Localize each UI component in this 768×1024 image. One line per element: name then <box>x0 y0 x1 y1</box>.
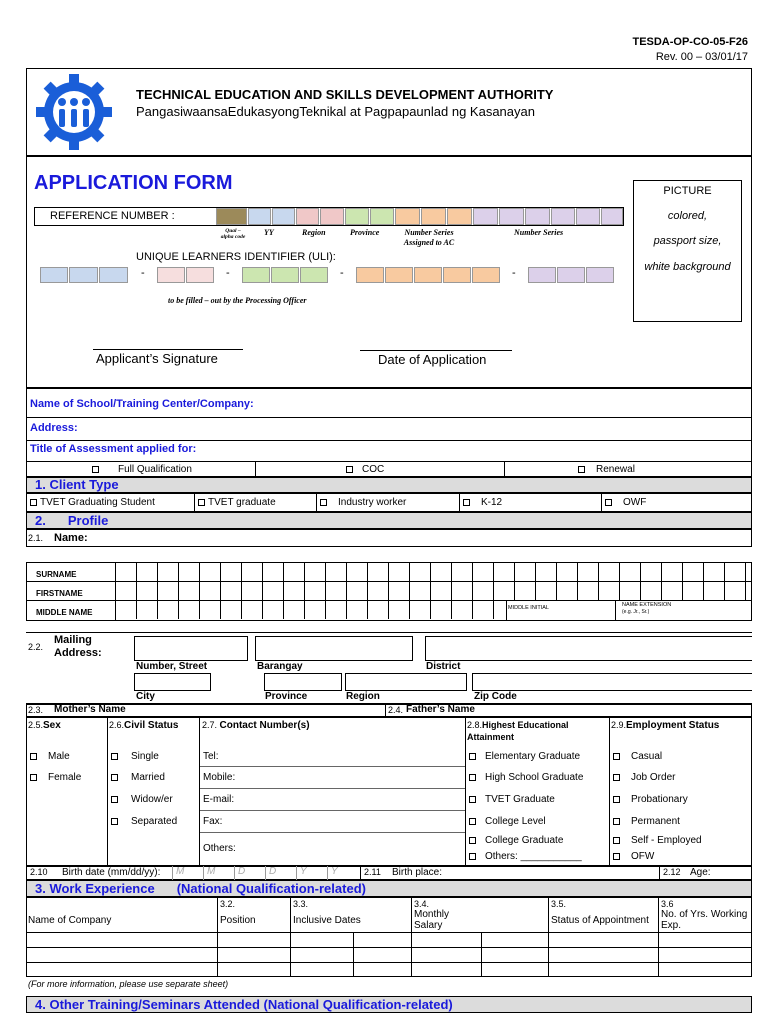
option-label: Married <box>131 772 165 783</box>
divider <box>200 766 465 767</box>
checkbox-icon <box>469 753 476 760</box>
option-label: Female <box>48 772 82 783</box>
uli-dash: - <box>340 267 344 279</box>
ref-cell[interactable] <box>576 208 600 225</box>
civil-separated[interactable] <box>111 816 177 827</box>
ref-cell[interactable] <box>473 208 498 225</box>
educ-number <box>467 719 607 743</box>
emp-probationary[interactable] <box>613 794 688 805</box>
option-label: College Graduate <box>485 835 564 846</box>
divider <box>194 493 195 512</box>
option-label: Full Qualification <box>118 464 192 475</box>
firstname-cells[interactable] <box>116 581 746 600</box>
uli-cell[interactable] <box>186 267 214 283</box>
divider <box>200 788 465 789</box>
checkbox-icon <box>469 796 476 803</box>
option-label: Industry worker <box>338 497 407 508</box>
divider <box>200 810 465 811</box>
divider <box>316 493 317 512</box>
mailing-number: 2.2. <box>28 642 44 652</box>
name-extension-example: (e.g. Jr., Sr.) <box>622 609 650 615</box>
checkbox-icon <box>613 837 620 844</box>
col-years-number: 3.6 <box>661 899 674 909</box>
region-field[interactable] <box>345 673 467 691</box>
checkbox-icon <box>613 774 620 781</box>
sex-female[interactable] <box>30 772 81 783</box>
num: 2.9. <box>611 720 627 730</box>
assessment-label[interactable]: Title of Assessment applied for: <box>30 443 197 455</box>
zip-label: Zip Code <box>474 691 517 702</box>
address-label[interactable]: Address: <box>30 422 78 434</box>
barangay-field[interactable] <box>255 636 413 661</box>
ref-cell[interactable] <box>248 208 271 225</box>
ref-caption-number-series-ac: Number Series Assigned to AC <box>403 228 455 247</box>
col-years: No. of Yrs. Working Exp. <box>661 909 748 931</box>
mailing-label-1: Mailing <box>54 634 92 646</box>
option-label: Widow/er <box>131 794 173 805</box>
civil-married[interactable] <box>111 772 165 783</box>
section-other-training: 4. Other Training/Seminars Attended (National Qualification-related) <box>26 996 752 1013</box>
civil-number <box>109 720 178 731</box>
educ-college-level[interactable] <box>469 816 546 827</box>
divider <box>465 717 466 866</box>
uli-cell[interactable] <box>69 267 98 283</box>
checkbox-icon <box>111 774 118 781</box>
section-subtitle: (National Qualification-related) <box>176 881 366 896</box>
picture-line3: white background <box>644 261 731 273</box>
col-status: Status of Appointment <box>551 915 649 926</box>
checkbox-icon <box>605 499 612 506</box>
section-title: Profile <box>67 513 109 528</box>
tesda-logo-icon <box>34 72 114 152</box>
divider <box>26 440 752 441</box>
checkbox-icon <box>469 837 476 844</box>
picture-line1: colored, <box>667 210 708 222</box>
uli-cell[interactable] <box>385 267 413 283</box>
father-number: 2.4. <box>388 705 404 715</box>
option-label: Job Order <box>631 772 676 783</box>
checkbox-icon <box>613 753 620 760</box>
divider <box>601 493 602 512</box>
educ-elementary[interactable] <box>469 751 580 762</box>
option-label: COC <box>362 464 385 475</box>
uli-dash: - <box>512 267 516 279</box>
checkbox-icon <box>613 853 620 860</box>
agency-name: TECHNICAL EDUCATION AND SKILLS DEVELOPMENT AUTHORITY <box>136 87 554 102</box>
sex-male[interactable] <box>30 751 70 762</box>
sex-label: Sex <box>43 720 61 731</box>
educ-college-graduate[interactable] <box>469 835 563 846</box>
option-label: OFW <box>631 851 655 862</box>
divider <box>26 932 752 933</box>
ref-caption-qual: Qual – alpha code <box>220 228 246 240</box>
uli-cell[interactable] <box>271 267 299 283</box>
section-profile <box>26 512 752 529</box>
middlename-cells[interactable] <box>116 600 494 619</box>
col-dates: Inclusive Dates <box>293 915 361 926</box>
assessment-coc[interactable] <box>346 464 384 475</box>
mother-number: 2.3. <box>28 705 44 715</box>
street-field[interactable] <box>134 636 248 661</box>
option-label: Renewal <box>596 464 635 475</box>
emp-job-order[interactable] <box>613 772 675 783</box>
option-label: Permanent <box>631 816 680 827</box>
work-experience-table <box>26 897 752 977</box>
street-label: Number, Street <box>136 661 208 672</box>
form-title: APPLICATION FORM <box>34 172 233 194</box>
uli-dash: - <box>226 267 230 279</box>
picture-line2: passport size, <box>653 235 722 247</box>
civil-label: Civil Status <box>124 720 179 731</box>
school-label[interactable]: Name of School/Training Center/Company: <box>30 398 254 410</box>
uli-cell[interactable] <box>356 267 384 283</box>
placeholder: D <box>234 866 265 880</box>
ref-cell[interactable] <box>447 208 472 225</box>
col-company: Name of Company <box>28 915 112 926</box>
client-k12[interactable] <box>463 497 502 508</box>
name-header-row <box>26 529 752 547</box>
section-work-experience <box>26 880 752 897</box>
revision: Rev. 00 – 03/01/17 <box>655 51 748 63</box>
option-label: Single <box>131 751 159 762</box>
client-tvet-graduate[interactable] <box>198 497 276 508</box>
contact-mobile[interactable]: Mobile: <box>203 772 236 783</box>
num: 2.8. <box>467 720 483 730</box>
divider <box>199 717 200 866</box>
uli-cell[interactable] <box>40 267 68 283</box>
city-label: City <box>136 691 155 702</box>
divider <box>459 493 460 512</box>
signature-label: Applicant’s Signature <box>96 351 218 366</box>
divider <box>217 897 218 977</box>
date-label: Date of Application <box>378 352 487 367</box>
agency-name-filipino: PangasiwaansaEdukasyongTeknikal at Pagpapaunlad ng Kasanayan <box>136 104 535 119</box>
contact-tel[interactable]: Tel: <box>203 751 219 762</box>
ref-cell[interactable] <box>345 208 369 225</box>
uli-label: UNIQUE LEARNERS IDENTIFIER (ULI): <box>136 251 336 263</box>
mailing-label-2: Address: <box>54 647 102 659</box>
uli-cell[interactable] <box>99 267 128 283</box>
contact-fax[interactable]: Fax: <box>203 816 223 827</box>
sex-number <box>28 720 61 731</box>
assessment-renewal[interactable] <box>578 464 635 475</box>
section-client-type: 1. Client Type <box>26 477 752 493</box>
option-label: Self - Employed <box>631 835 702 846</box>
ref-cell[interactable] <box>320 208 344 225</box>
city-field[interactable] <box>134 673 211 691</box>
ref-cell[interactable] <box>395 208 420 225</box>
ref-cell[interactable] <box>421 208 446 225</box>
checkbox-icon <box>613 796 620 803</box>
contact-others[interactable]: Others: <box>203 843 236 854</box>
col-salary-number: 3.4. <box>414 899 430 909</box>
divider <box>200 832 465 833</box>
divider <box>26 962 752 963</box>
father-label[interactable]: Father’s Name <box>406 704 475 715</box>
ref-cell[interactable] <box>551 208 575 225</box>
uli-cell[interactable] <box>414 267 442 283</box>
placeholder: Y <box>327 866 358 880</box>
divider <box>548 897 549 977</box>
name-extension-label: NAME EXTENSION <box>622 602 672 608</box>
work-footnote: (For more information, please use separate sheet) <box>28 979 229 989</box>
col-status-number: 3.5. <box>551 899 567 909</box>
placeholder: Y <box>296 866 327 880</box>
picture-title: PICTURE <box>663 185 712 197</box>
form-code: TESDA-OP-CO-05-F26 <box>632 36 748 48</box>
zip-field[interactable] <box>472 673 752 691</box>
name-label: Name: <box>54 532 88 544</box>
col-salary: Monthly Salary <box>414 909 450 931</box>
ref-caption-yy: YY <box>264 228 274 237</box>
ref-cell[interactable] <box>296 208 319 225</box>
option-label: Elementary Graduate <box>485 751 581 762</box>
option-label: Casual <box>631 751 663 762</box>
divider <box>26 417 752 418</box>
section-title: 3. Work Experience <box>35 881 155 896</box>
option-label: High School Graduate <box>485 772 584 783</box>
uli-cell[interactable] <box>528 267 556 283</box>
province-label: Province <box>265 691 308 702</box>
picture-box[interactable] <box>633 180 742 322</box>
birthdate-field[interactable] <box>172 866 358 880</box>
province-field[interactable] <box>264 673 342 691</box>
divider <box>107 717 108 866</box>
ref-cell[interactable] <box>272 208 295 225</box>
placeholder: M <box>172 866 203 880</box>
emp-self-employed[interactable] <box>613 835 702 846</box>
contact-email[interactable]: E-mail: <box>203 794 235 805</box>
processing-note: to be filled – out by the Processing Officer <box>168 296 307 305</box>
num: 2.7. <box>202 720 218 730</box>
placeholder: M <box>203 866 234 880</box>
client-owf[interactable] <box>605 497 646 508</box>
divider <box>609 717 610 866</box>
option-label: College Level <box>485 816 546 827</box>
checkbox-icon <box>469 818 476 825</box>
divider <box>26 947 752 948</box>
option-label: K-12 <box>481 497 503 508</box>
client-industry-worker[interactable] <box>320 497 406 508</box>
col-dates-number: 3.3. <box>293 899 309 909</box>
educ-others[interactable] <box>469 851 582 862</box>
emp-number <box>611 720 719 731</box>
birthdate-number: 2.10 <box>30 867 48 877</box>
section-number: 2. <box>35 513 46 528</box>
checkbox-icon <box>346 466 353 473</box>
checkbox-icon <box>111 818 118 825</box>
client-tvet-graduating[interactable] <box>30 497 155 508</box>
reference-number-label: REFERENCE NUMBER : <box>50 210 175 222</box>
ref-cell[interactable] <box>370 208 394 225</box>
birthplace-label[interactable]: Birth place: <box>392 867 443 878</box>
civil-widow[interactable] <box>111 794 173 805</box>
ref-cell[interactable] <box>499 208 524 225</box>
ref-caption-region: Region <box>302 228 326 237</box>
col-position-number: 3.2. <box>220 899 236 909</box>
age-label[interactable]: Age: <box>690 867 711 878</box>
uli-cell[interactable] <box>557 267 585 283</box>
surname-label: SURNAME <box>36 570 77 579</box>
uli-cell[interactable] <box>242 267 270 283</box>
checkbox-icon <box>613 818 620 825</box>
firstname-label: FIRSTNAME <box>36 589 83 598</box>
ref-caption-number-series: Number Series <box>514 228 564 237</box>
checkbox-icon <box>198 499 205 506</box>
contact-number <box>202 720 310 731</box>
option-label: TVET Graduate <box>485 794 555 805</box>
divider <box>481 932 482 977</box>
divider <box>411 897 412 977</box>
option-label: TVET Graduating Student <box>40 497 155 508</box>
uli-cell[interactable] <box>443 267 471 283</box>
checkbox-icon <box>578 466 585 473</box>
district-field[interactable] <box>425 636 752 661</box>
divider <box>290 897 291 977</box>
educ-label: Highest Educational Attainment <box>467 720 569 742</box>
district-label: District <box>426 661 461 672</box>
checkbox-icon <box>30 499 37 506</box>
option-label: Male <box>48 751 70 762</box>
option-label: Probationary <box>631 794 688 805</box>
ref-cell[interactable] <box>525 208 550 225</box>
educ-tvet[interactable] <box>469 794 555 805</box>
num: 2.5. <box>28 720 44 730</box>
ref-caption-province: Province <box>350 228 380 237</box>
checkbox-icon <box>469 774 476 781</box>
name-number: 2.1. <box>28 533 44 543</box>
age-number: 2.12 <box>663 867 681 877</box>
emp-ofw[interactable] <box>613 851 654 862</box>
middle-initial-label: MIDDLE INITIAL <box>508 605 549 611</box>
uli-cell[interactable] <box>300 267 328 283</box>
checkbox-icon <box>320 499 327 506</box>
divider <box>255 461 256 477</box>
option-label: TVET graduate <box>208 497 276 508</box>
middlename-label: MIDDLE NAME <box>36 608 93 617</box>
uli-cell[interactable] <box>586 267 614 283</box>
uli-cell[interactable] <box>472 267 500 283</box>
option-label: Separated <box>131 816 178 827</box>
uli-dash: - <box>141 267 145 279</box>
checkbox-icon <box>463 499 470 506</box>
divider <box>659 866 660 880</box>
checkbox-icon <box>92 466 99 473</box>
option-label: Others: ___________ <box>485 851 582 862</box>
ref-cell[interactable] <box>216 208 247 225</box>
birthplace-number: 2.11 <box>364 867 381 877</box>
checkbox-icon <box>111 796 118 803</box>
checkbox-icon <box>30 774 37 781</box>
birthdate-label: Birth date (mm/dd/yy): <box>62 867 161 878</box>
num: 2.6. <box>109 720 125 730</box>
divider <box>385 704 386 717</box>
checkbox-icon <box>469 853 476 860</box>
assessment-full-qualification[interactable] <box>92 464 192 475</box>
col-position: Position <box>220 915 256 926</box>
mother-label[interactable]: Mother’s Name <box>54 704 126 715</box>
contact-label: Contact Number(s) <box>219 720 310 731</box>
surname-cells[interactable] <box>116 562 746 581</box>
region-label: Region <box>346 691 380 702</box>
divider <box>353 932 354 977</box>
divider <box>658 897 659 977</box>
emp-casual[interactable] <box>613 751 662 762</box>
checkbox-icon <box>111 753 118 760</box>
emp-label: Employment Status <box>626 720 720 731</box>
signature-line[interactable] <box>93 349 243 350</box>
checkbox-icon <box>30 753 37 760</box>
option-label: OWF <box>623 497 647 508</box>
divider <box>360 866 361 880</box>
barangay-label: Barangay <box>257 661 303 672</box>
emp-permanent[interactable] <box>613 816 680 827</box>
educ-highschool[interactable] <box>469 772 583 783</box>
ref-cell[interactable] <box>601 208 623 225</box>
placeholder: D <box>265 866 296 880</box>
uli-cell[interactable] <box>157 267 185 283</box>
divider <box>504 461 505 477</box>
civil-single[interactable] <box>111 751 159 762</box>
date-line[interactable] <box>360 350 512 351</box>
